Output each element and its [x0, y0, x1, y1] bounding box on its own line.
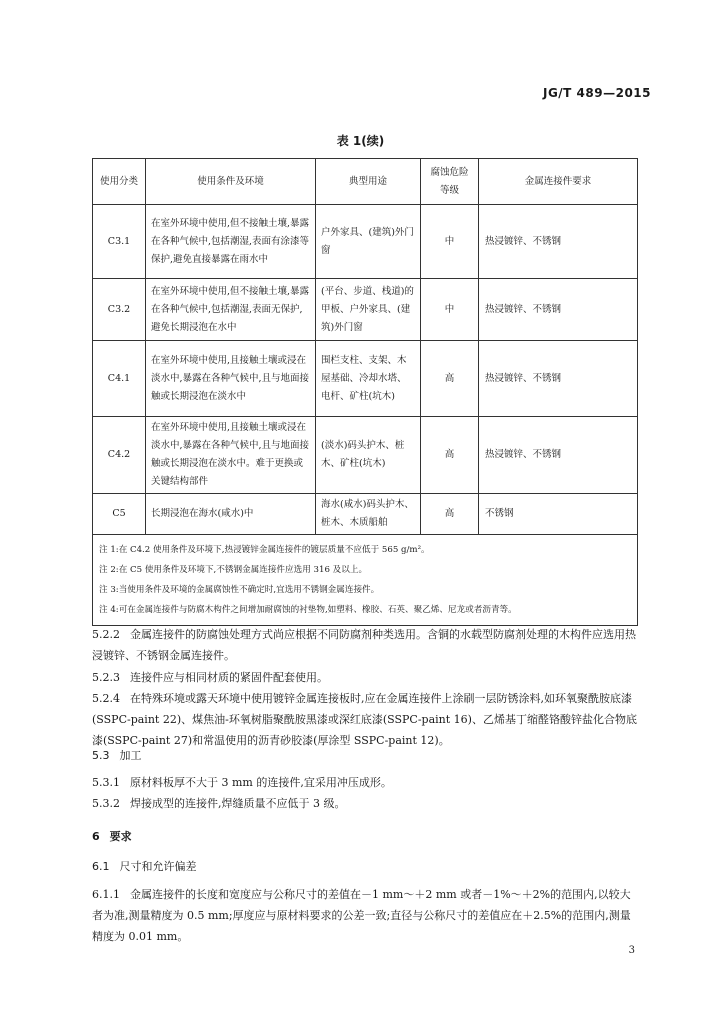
typical-use: 海水(咸水)码头护木、桩木、木质船舶	[316, 494, 421, 535]
clause-5-2-2	[92, 624, 640, 666]
table-notes-row	[93, 535, 638, 626]
connector-requirement: 热浸镀锌、不锈钢	[479, 205, 638, 279]
typical-use: (平台、步道、栈道)的甲板、户外家具、(建筑)外门窗	[316, 279, 421, 341]
clause-number: 5.2.2	[92, 628, 120, 641]
section-title: 尺寸和允许偏差	[119, 860, 197, 873]
section-number: 6	[92, 830, 100, 843]
clause-number: 5.3.2	[92, 797, 120, 810]
table-header-row	[93, 159, 638, 205]
section-title: 加工	[119, 749, 142, 762]
clause-5-3-1	[92, 772, 640, 793]
table-row	[93, 417, 638, 494]
table-notes	[93, 535, 638, 626]
section-number: 6.1	[92, 860, 110, 873]
clause-5-2-3	[92, 667, 640, 688]
clause-text: 金属连接件的防腐蚀处理方式尚应根据不同防腐剂种类选用。含铜的水载型防腐剂处理的木构件应选用热浸镀锌、不锈钢金属连接件。	[92, 628, 636, 662]
column-header: 金属连接件要求	[479, 159, 638, 205]
usage-condition: 在室外环境中使用,但不接触土壤,暴露在各种气候中,包括潮湿,表面无保护,避免长期浸泡在水中	[146, 279, 316, 341]
table-row	[93, 494, 638, 535]
usage-category: C5	[93, 494, 146, 535]
column-header: 典型用途	[316, 159, 421, 205]
column-header: 使用条件及环境	[146, 159, 316, 205]
table-note: 注 1:在 C4.2 使用条件及环境下,热浸镀锌金属连接件的镀层质量不应低于 565 g/m²。	[99, 545, 430, 555]
clause-number: 6.1.1	[92, 888, 120, 901]
table-note: 注 3:当使用条件及环境的金属腐蚀性不确定时,宜选用不锈钢金属连接件。	[99, 585, 380, 595]
table-row	[93, 341, 638, 417]
usage-condition: 在室外环境中使用,但不接触土壤,暴露在各种气候中,包括潮湿,表面有涂漆等保护,避免直接暴露在雨水中	[146, 205, 316, 279]
clause-text: 金属连接件的长度和宽度应与公称尺寸的差值在－1 mm～＋2 mm 或者－1%～＋2%的范围内,以较大者为准,测量精度为 0.5 mm;厚度应与原材料要求的公差一致;直径与公称尺寸的差值应在＋2.5%的范围内,测量精度为 0.01 mm。	[92, 888, 631, 943]
corrosion-risk: 中	[421, 205, 479, 279]
section-6-1-heading	[92, 856, 640, 877]
chapter-6-heading	[92, 826, 640, 847]
table-note: 注 4:可在金属连接件与防腐木构件之间增加耐腐蚀的衬垫物,如塑料、橡胶、石英、聚乙烯、尼龙或者沥青等。	[99, 605, 517, 615]
column-header: 腐蚀危险等级	[421, 159, 479, 205]
usage-condition: 长期浸泡在海水(咸水)中	[146, 494, 316, 535]
clause-text: 连接件应与相同材质的紧固件配套使用。	[130, 671, 328, 684]
usage-condition: 在室外环境中使用,且接触土壤或浸在淡水中,暴露在各种气候中,且与地面接触或长期浸泡在淡水中	[146, 341, 316, 417]
corrosion-risk: 高	[421, 494, 479, 535]
column-header: 使用分类	[93, 159, 146, 205]
clause-number: 5.2.3	[92, 671, 120, 684]
clause-5-3-2	[92, 793, 640, 814]
clause-text: 在特殊环境或露天环境中使用镀锌金属连接板时,应在金属连接件上涂刷一层防锈涂料,如环氧聚酰胺底漆(SSPC-paint 22)、煤焦油-环氧树脂聚酰胺黑漆或深红底漆(SSPC-paint 16)、乙烯基丁缩醛铬酸锌盐化合物底漆(SSPC-paint 27)和常温使用的沥青砂胶漆(厚涂型 SSPC-paint 12)。	[92, 692, 637, 747]
page-number: 3	[628, 945, 635, 956]
usage-condition: 在室外环境中使用,且接触土壤或浸在淡水中,暴露在各种气候中,且与地面接触或长期浸泡在淡水中。难于更换或关键结构部件	[146, 417, 316, 494]
table-row	[93, 205, 638, 279]
table-row	[93, 279, 638, 341]
usage-category: C3.1	[93, 205, 146, 279]
corrosion-risk: 中	[421, 279, 479, 341]
connector-requirement: 热浸镀锌、不锈钢	[479, 341, 638, 417]
standard-code: JG/T 489—2015	[542, 86, 651, 100]
section-5-3-heading	[92, 745, 640, 766]
connector-requirement: 热浸镀锌、不锈钢	[479, 417, 638, 494]
table-caption: 表 1(续)	[336, 134, 385, 148]
usage-category: C4.2	[93, 417, 146, 494]
usage-classification-table	[92, 158, 638, 626]
connector-requirement: 不锈钢	[479, 494, 638, 535]
corrosion-risk: 高	[421, 341, 479, 417]
table-note: 注 2:在 C5 使用条件及环境下,不锈钢金属连接件应选用 316 及以上。	[99, 565, 368, 575]
clause-number: 5.2.4	[92, 692, 120, 705]
typical-use: 围栏支柱、支架、木屋基础、冷却水塔、电杆、矿柱(坑木)	[316, 341, 421, 417]
clause-5-2-4	[92, 688, 640, 751]
usage-category: C3.2	[93, 279, 146, 341]
clause-number: 5.3.1	[92, 776, 120, 789]
section-title: 要求	[109, 830, 132, 843]
clause-6-1-1	[92, 884, 640, 947]
clause-text: 原材料板厚不大于 3 mm 的连接件,宜采用冲压成形。	[130, 776, 392, 789]
typical-use: 户外家具、(建筑)外门窗	[316, 205, 421, 279]
clause-text: 焊接成型的连接件,焊缝质量不应低于 3 级。	[130, 797, 346, 810]
connector-requirement: 热浸镀锌、不锈钢	[479, 279, 638, 341]
corrosion-risk: 高	[421, 417, 479, 494]
usage-category: C4.1	[93, 341, 146, 417]
typical-use: (淡水)码头护木、桩木、矿柱(坑木)	[316, 417, 421, 494]
section-number: 5.3	[92, 749, 110, 762]
